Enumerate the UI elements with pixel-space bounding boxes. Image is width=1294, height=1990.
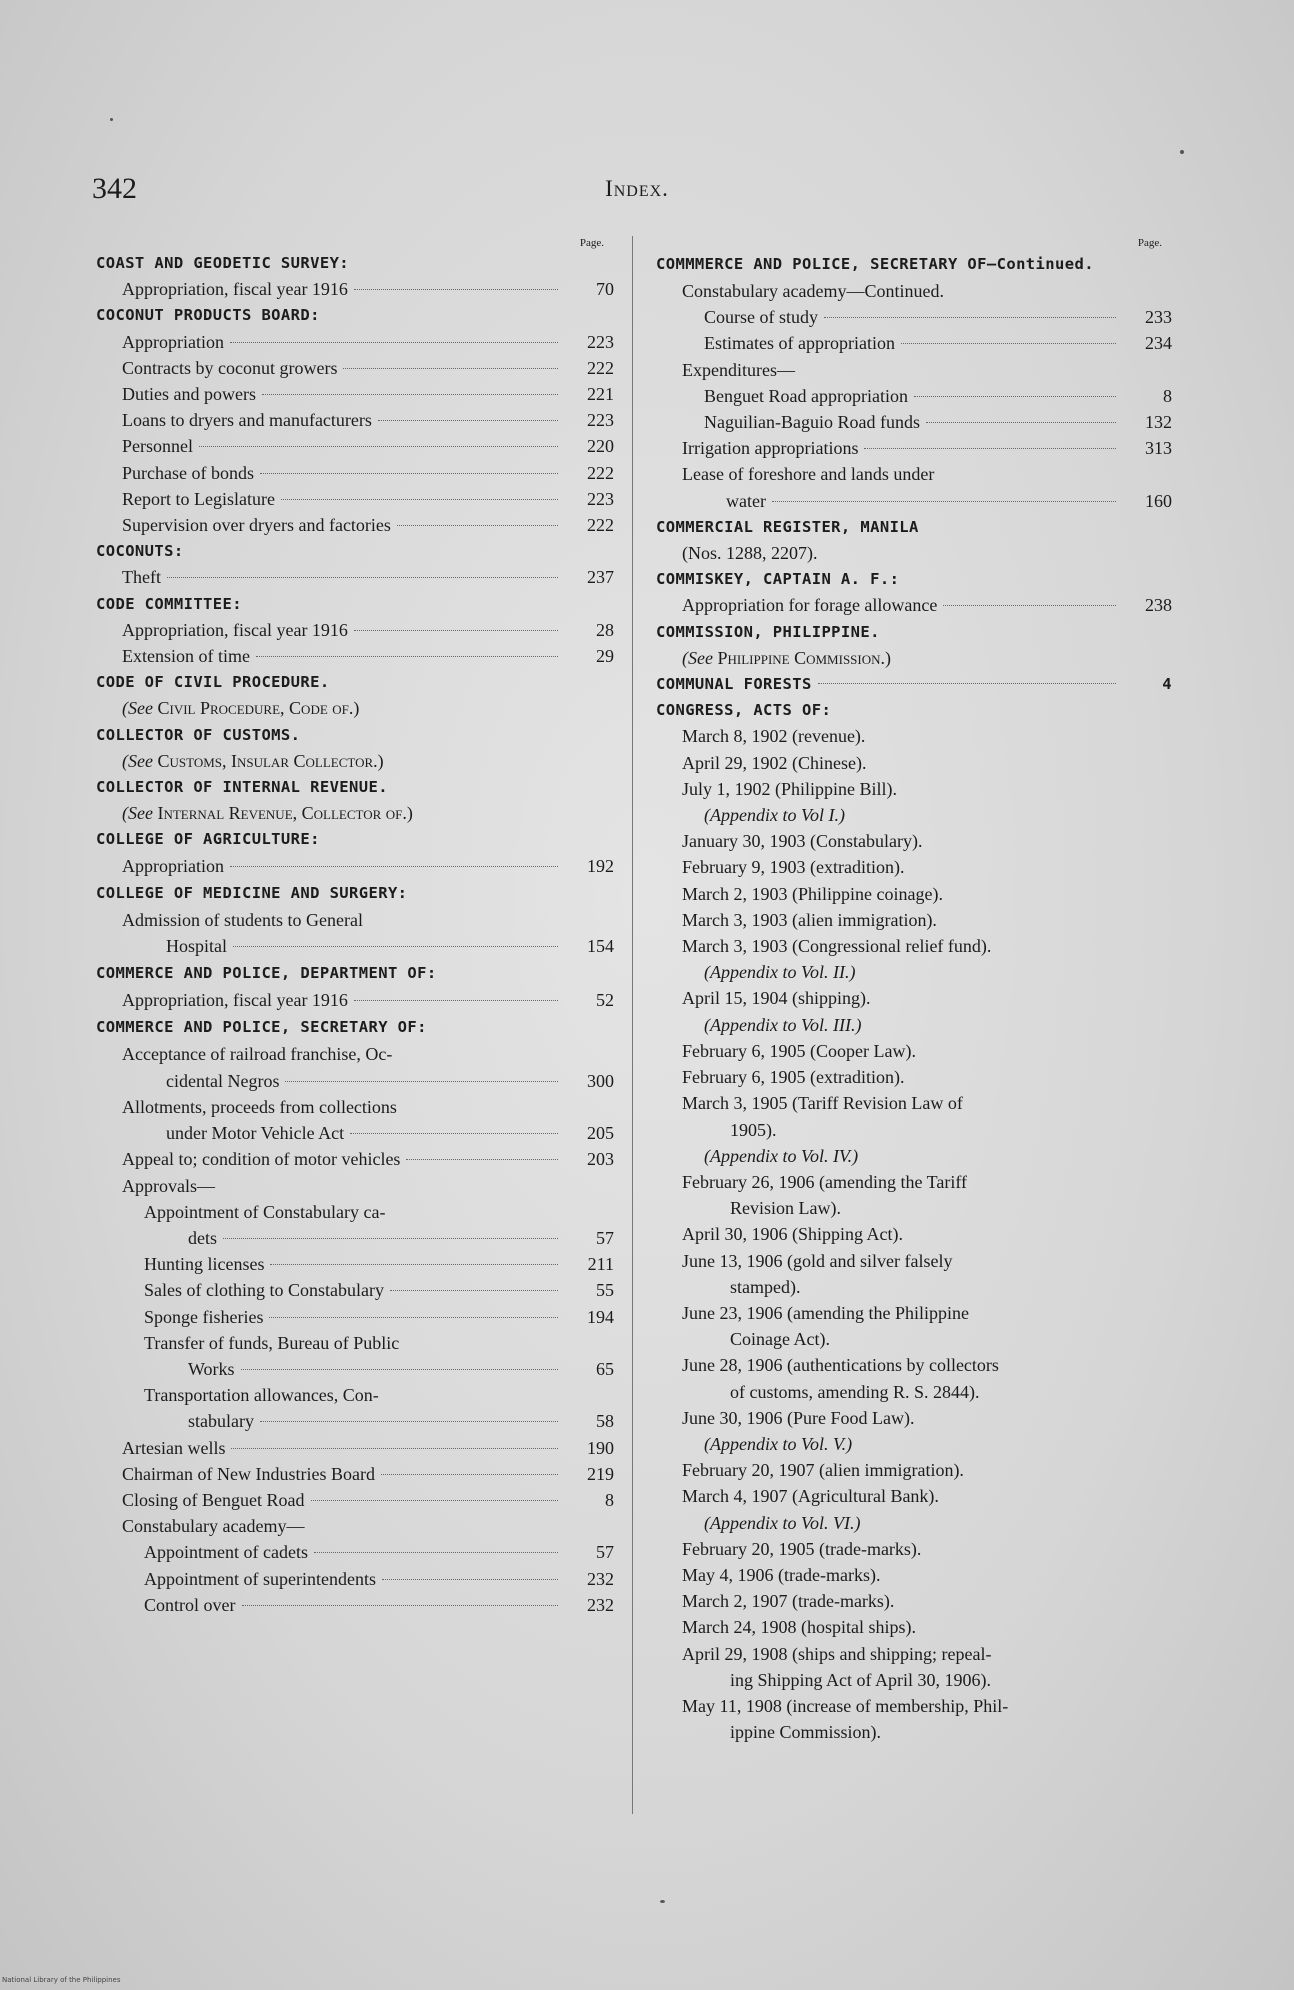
act-text: March 3, 1905 (Tariff Revision Law of bbox=[682, 1093, 963, 1114]
page-ref: 211 bbox=[587, 1254, 614, 1275]
index-heading: COLLEGE OF AGRICULTURE: bbox=[96, 830, 320, 849]
page-ref: 223 bbox=[587, 410, 614, 431]
index-entry bbox=[96, 276, 614, 302]
congress-act: February 6, 1905 (Cooper Law). bbox=[682, 1040, 916, 1061]
entry-text: Contracts by coconut growers bbox=[122, 357, 338, 378]
index-heading: COMMISKEY, CAPTAIN A. F.: bbox=[656, 570, 900, 589]
act-text: April 29, 1908 (ships and shipping; repeal- bbox=[682, 1643, 992, 1664]
entry-text: Appropriation, fiscal year 1916 bbox=[122, 990, 348, 1011]
dot-leader bbox=[199, 446, 558, 447]
page-ref: 192 bbox=[587, 855, 614, 876]
page-ref: 223 bbox=[587, 331, 614, 352]
index-entry bbox=[96, 1487, 614, 1513]
congress-act bbox=[656, 1693, 1172, 1745]
dot-leader bbox=[285, 1081, 558, 1082]
entry-text: dets bbox=[188, 1227, 217, 1248]
entry-text: Works bbox=[188, 1358, 235, 1379]
index-entry bbox=[96, 1146, 614, 1172]
index-heading: CONGRESS, ACTS OF: bbox=[656, 701, 832, 720]
see-word: See bbox=[128, 698, 153, 719]
index-entry bbox=[96, 564, 614, 590]
index-heading: COLLEGE OF MEDICINE AND SURGERY: bbox=[96, 883, 408, 902]
page-ref: 194 bbox=[587, 1306, 614, 1327]
congress-act: March 24, 1908 (hospital ships). bbox=[682, 1617, 916, 1638]
act-continuation: stamped). bbox=[730, 1276, 801, 1297]
dot-leader bbox=[818, 683, 1116, 684]
dot-leader bbox=[270, 1264, 558, 1265]
scan-footer-tag: National Library of the Philippines bbox=[2, 1976, 121, 1984]
appendix-reference: (Appendix to Vol. IV.) bbox=[704, 1145, 859, 1166]
entry-text: Theft bbox=[122, 567, 161, 588]
entry-text: Admission of students to General bbox=[122, 909, 363, 930]
act-continuation: Coinage Act). bbox=[730, 1329, 830, 1350]
index-heading: CODE OF CIVIL PROCEDURE. bbox=[96, 673, 330, 692]
index-entry bbox=[96, 1251, 614, 1277]
entry-text: Purchase of bonds bbox=[122, 462, 254, 483]
index-heading: COAST AND GEODETIC SURVEY: bbox=[96, 254, 350, 272]
see-reference: (See Civil Procedure, Code of.) bbox=[122, 698, 360, 719]
appendix-reference: (Appendix to Vol I.) bbox=[704, 805, 845, 826]
see-target: Civil Procedure, Code of.) bbox=[157, 698, 360, 719]
index-entry bbox=[96, 407, 614, 433]
dot-leader bbox=[281, 499, 558, 500]
page-ref: 238 bbox=[1145, 595, 1172, 616]
entry-continuation bbox=[96, 1120, 614, 1146]
page-ref: 222 bbox=[587, 462, 614, 483]
page-ref: 154 bbox=[587, 936, 614, 957]
index-heading: COMMISSION, PHILIPPINE. bbox=[656, 622, 880, 641]
congress-act: March 2, 1903 (Philippine coinage). bbox=[682, 883, 943, 904]
dot-leader bbox=[390, 1290, 558, 1291]
running-title: Index. bbox=[605, 176, 669, 201]
act-text: February 26, 1906 (amending the Tariff bbox=[682, 1171, 968, 1192]
page-ref: 160 bbox=[1145, 490, 1172, 511]
entry-text: Artesian wells bbox=[122, 1437, 226, 1458]
entry-text: Hospital bbox=[166, 936, 227, 957]
dot-leader bbox=[242, 1605, 559, 1606]
congress-act: January 30, 1903 (Constabulary). bbox=[682, 831, 923, 852]
index-entry bbox=[96, 987, 614, 1013]
dot-leader bbox=[256, 656, 558, 657]
index-entry bbox=[96, 1566, 614, 1592]
page-ref: 28 bbox=[596, 619, 614, 640]
congress-act: March 3, 1903 (Congressional relief fund). bbox=[682, 936, 992, 957]
page-ref: 221 bbox=[587, 384, 614, 405]
see-target: Philippine Commission.) bbox=[717, 647, 892, 668]
index-entry bbox=[656, 409, 1172, 435]
congress-act: July 1, 1902 (Philippine Bill). bbox=[682, 778, 898, 799]
entry-text: Duties and powers bbox=[122, 384, 256, 405]
page-ref: 132 bbox=[1145, 412, 1172, 433]
congress-act: March 8, 1902 (revenue). bbox=[682, 726, 866, 747]
index-entry bbox=[96, 1304, 614, 1330]
entry-text: Naguilian-Baguio Road funds bbox=[704, 412, 920, 433]
dot-leader bbox=[311, 1500, 559, 1501]
index-subheading: Expenditures— bbox=[682, 359, 795, 380]
dot-leader bbox=[262, 394, 558, 395]
entry-text: Hunting licenses bbox=[144, 1254, 265, 1275]
page-ref: 220 bbox=[587, 436, 614, 457]
page-ref: 190 bbox=[587, 1437, 614, 1458]
page-ref: 52 bbox=[596, 990, 614, 1011]
entry-text: Sales of clothing to Constabulary bbox=[144, 1280, 384, 1301]
act-continuation: of customs, amending R. S. 2844). bbox=[730, 1381, 980, 1402]
see-reference: (See Customs, Insular Collector.) bbox=[122, 750, 384, 771]
dot-leader bbox=[260, 1421, 558, 1422]
congress-act bbox=[656, 1300, 1172, 1352]
congress-act: February 9, 1903 (extradition). bbox=[682, 857, 905, 878]
index-column-left bbox=[96, 236, 614, 1618]
see-reference: (See Internal Revenue, Collector of.) bbox=[122, 803, 413, 824]
congress-act: February 20, 1905 (trade-marks). bbox=[682, 1538, 922, 1559]
page-ref: 222 bbox=[587, 357, 614, 378]
congress-act: February 20, 1907 (alien immigration). bbox=[682, 1460, 964, 1481]
page-ref: 203 bbox=[587, 1149, 614, 1170]
see-target: Internal Revenue, Collector of.) bbox=[157, 803, 413, 824]
entry-text: COMMUNAL FORESTS bbox=[656, 675, 812, 694]
running-head bbox=[92, 172, 1182, 212]
see-reference: (See Philippine Commission.) bbox=[682, 647, 892, 668]
page-ref: 300 bbox=[587, 1070, 614, 1091]
congress-act bbox=[656, 1169, 1172, 1221]
index-entry-wrapped bbox=[96, 1094, 614, 1146]
entry-text: Chairman of New Industries Board bbox=[122, 1463, 375, 1484]
index-entry bbox=[96, 1592, 614, 1618]
dot-leader bbox=[167, 577, 558, 578]
page-ref: 232 bbox=[587, 1568, 614, 1589]
entry-continuation bbox=[96, 1408, 614, 1434]
entry-text: Transfer of funds, Bureau of Public bbox=[144, 1332, 400, 1353]
entry-continuation bbox=[656, 488, 1172, 514]
entry-text: Control over bbox=[144, 1594, 236, 1615]
index-heading: COMMERCE AND POLICE, SECRETARY OF: bbox=[96, 1018, 427, 1037]
entry-text: Estimates of appropriation bbox=[704, 333, 895, 354]
dot-leader bbox=[230, 866, 558, 867]
entry-text: Personnel bbox=[122, 436, 193, 457]
dot-leader bbox=[343, 368, 558, 369]
index-entry bbox=[96, 381, 614, 407]
act-continuation: 1905). bbox=[730, 1119, 777, 1140]
index-entry bbox=[96, 1435, 614, 1461]
congress-act bbox=[656, 1641, 1172, 1693]
page-ref: 222 bbox=[587, 515, 614, 536]
index-entry bbox=[656, 383, 1172, 409]
index-entry-wrapped bbox=[656, 461, 1172, 513]
index-heading bbox=[656, 671, 1172, 697]
index-entry bbox=[656, 435, 1172, 461]
entry-text: Sponge fisheries bbox=[144, 1306, 264, 1327]
page-ref: 65 bbox=[596, 1358, 614, 1379]
dot-leader bbox=[406, 1159, 558, 1160]
entry-continuation bbox=[96, 1225, 614, 1251]
index-heading: COCONUT PRODUCTS BOARD: bbox=[96, 306, 320, 325]
dot-leader bbox=[382, 1579, 558, 1580]
entry-text: Benguet Road appropriation bbox=[704, 385, 908, 406]
index-column-right bbox=[656, 236, 1172, 1745]
entry-text: Supervision over dryers and factories bbox=[122, 515, 391, 536]
see-word: See bbox=[688, 647, 713, 668]
index-entry bbox=[96, 433, 614, 459]
entry-text: Acceptance of railroad franchise, Oc- bbox=[122, 1044, 393, 1065]
index-entry bbox=[96, 1539, 614, 1565]
index-entry bbox=[96, 643, 614, 669]
page-ref: 233 bbox=[1145, 307, 1172, 328]
entry-text: Irrigation appropriations bbox=[682, 438, 859, 459]
index-entry-wrapped bbox=[96, 1041, 614, 1093]
index-entry bbox=[96, 512, 614, 538]
scan-speck bbox=[660, 1900, 665, 1903]
dot-leader bbox=[824, 317, 1116, 318]
index-subheading: (Nos. 1288, 2207). bbox=[682, 543, 818, 564]
dot-leader bbox=[314, 1552, 558, 1553]
entry-text: water bbox=[726, 490, 766, 511]
entry-text: cidental Negros bbox=[166, 1070, 280, 1091]
page-ref: 8 bbox=[605, 1489, 614, 1510]
page-ref: 57 bbox=[596, 1542, 614, 1563]
dot-leader bbox=[233, 946, 558, 947]
index-entry bbox=[96, 486, 614, 512]
congress-act: April 30, 1906 (Shipping Act). bbox=[682, 1224, 903, 1245]
index-heading: COCONUTS: bbox=[96, 542, 184, 561]
index-entry bbox=[96, 1277, 614, 1303]
see-word: See bbox=[128, 750, 153, 771]
dot-leader bbox=[354, 630, 558, 631]
index-entry bbox=[656, 330, 1172, 356]
entry-text: Appropriation for forage allowance bbox=[682, 595, 938, 616]
congress-act: March 3, 1903 (alien immigration). bbox=[682, 909, 937, 930]
appendix-reference: (Appendix to Vol. III.) bbox=[704, 1014, 862, 1035]
entry-text: Closing of Benguet Road bbox=[122, 1489, 305, 1510]
congress-act bbox=[656, 1248, 1172, 1300]
entry-text: Appropriation bbox=[122, 331, 224, 352]
dot-leader bbox=[269, 1317, 558, 1318]
dot-leader bbox=[772, 501, 1116, 502]
page-number: 342 bbox=[92, 172, 137, 205]
entry-text: Allotments, proceeds from collections bbox=[122, 1096, 397, 1117]
entry-text: Course of study bbox=[704, 307, 818, 328]
congress-act: February 6, 1905 (extradition). bbox=[682, 1067, 905, 1088]
act-text: June 23, 1906 (amending the Philippine bbox=[682, 1302, 969, 1323]
page-column-label: Page. bbox=[579, 237, 604, 249]
dot-leader bbox=[260, 473, 558, 474]
index-heading: COLLECTOR OF INTERNAL REVENUE. bbox=[96, 778, 388, 797]
page-ref: 4 bbox=[1162, 675, 1172, 694]
dot-leader bbox=[230, 342, 558, 343]
page-ref: 58 bbox=[596, 1411, 614, 1432]
congress-act: April 15, 1904 (shipping). bbox=[682, 988, 871, 1009]
page-ref: 57 bbox=[596, 1227, 614, 1248]
index-subheading: Constabulary academy—Continued. bbox=[682, 281, 944, 301]
index-heading: COMMERCE AND POLICE, DEPARTMENT OF: bbox=[96, 964, 437, 983]
page-column-label: Page. bbox=[1137, 237, 1162, 249]
dot-leader bbox=[397, 525, 558, 526]
index-entry-wrapped bbox=[96, 1199, 614, 1251]
page-ref: 70 bbox=[596, 279, 614, 300]
dot-leader bbox=[350, 1133, 558, 1134]
entry-text: Appointment of Constabulary ca- bbox=[144, 1201, 386, 1222]
page-ref: 29 bbox=[596, 646, 614, 667]
entry-continuation bbox=[96, 1356, 614, 1382]
dot-leader bbox=[381, 1474, 558, 1475]
congress-act: April 29, 1902 (Chinese). bbox=[682, 752, 867, 773]
page-ref: 219 bbox=[587, 1463, 614, 1484]
index-entry bbox=[656, 304, 1172, 330]
page-ref: 205 bbox=[587, 1123, 614, 1144]
dot-leader bbox=[231, 1448, 558, 1449]
entry-text: Extension of time bbox=[122, 646, 250, 667]
column-divider bbox=[632, 236, 633, 1814]
appendix-reference: (Appendix to Vol. II.) bbox=[704, 962, 856, 983]
appendix-reference: (Appendix to Vol. V.) bbox=[704, 1433, 853, 1454]
page-ref: 55 bbox=[596, 1280, 614, 1301]
entry-continuation bbox=[96, 933, 614, 959]
see-target: Customs, Insular Collector.) bbox=[157, 750, 384, 771]
index-entry bbox=[96, 617, 614, 643]
congress-act: May 4, 1906 (trade-marks). bbox=[682, 1564, 881, 1585]
entry-text: under Motor Vehicle Act bbox=[166, 1123, 345, 1144]
entry-continuation bbox=[96, 1068, 614, 1094]
page-ref: 8 bbox=[1163, 385, 1172, 406]
dot-leader bbox=[378, 420, 558, 421]
entry-text: Appropriation, fiscal year 1916 bbox=[122, 279, 348, 300]
index-entry-wrapped bbox=[96, 1330, 614, 1382]
congress-act: June 30, 1906 (Pure Food Law). bbox=[682, 1407, 915, 1428]
page-ref: 223 bbox=[587, 488, 614, 509]
index-entry bbox=[96, 329, 614, 355]
entry-text: Transportation allowances, Con- bbox=[144, 1385, 379, 1406]
index-heading: COMMERCIAL REGISTER, MANILA bbox=[656, 517, 919, 536]
dot-leader bbox=[354, 1000, 558, 1001]
entry-text: Appointment of cadets bbox=[144, 1542, 308, 1563]
index-heading: COMMMERCE AND POLICE, SECRETARY OF—Continued. bbox=[656, 255, 1094, 273]
appendix-reference: (Appendix to Vol. VI.) bbox=[704, 1512, 861, 1533]
dot-leader bbox=[223, 1238, 558, 1239]
act-text: June 13, 1906 (gold and silver falsely bbox=[682, 1250, 953, 1271]
act-text: June 28, 1906 (authentications by collectors bbox=[682, 1355, 999, 1376]
entry-text: Appropriation, fiscal year 1916 bbox=[122, 619, 348, 640]
dot-leader bbox=[241, 1369, 558, 1370]
page-ref: 234 bbox=[1145, 333, 1172, 354]
congress-act: March 4, 1907 (Agricultural Bank). bbox=[682, 1486, 939, 1507]
index-heading: COLLECTOR OF CUSTOMS. bbox=[96, 725, 301, 744]
dot-leader bbox=[864, 448, 1116, 449]
congress-act bbox=[656, 1090, 1172, 1142]
entry-text: Lease of foreshore and lands under bbox=[682, 464, 935, 485]
act-continuation: ippine Commission). bbox=[730, 1722, 882, 1743]
act-text: May 11, 1908 (increase of membership, Phil- bbox=[682, 1695, 1009, 1716]
see-word: See bbox=[128, 803, 153, 824]
congress-act: March 2, 1907 (trade-marks). bbox=[682, 1591, 895, 1612]
index-entry bbox=[96, 853, 614, 879]
dot-leader bbox=[914, 396, 1116, 397]
congress-act bbox=[656, 1352, 1172, 1404]
index-entry bbox=[96, 1461, 614, 1487]
entry-text: Appropriation bbox=[122, 855, 224, 876]
index-subheading: Constabulary academy— bbox=[122, 1516, 305, 1537]
page-ref: 237 bbox=[587, 567, 614, 588]
entry-text: stabulary bbox=[188, 1411, 254, 1432]
scan-speck bbox=[1180, 150, 1184, 154]
index-entry bbox=[96, 460, 614, 486]
page-ref: 232 bbox=[587, 1594, 614, 1615]
act-continuation: ing Shipping Act of April 30, 1906). bbox=[730, 1669, 991, 1690]
index-entry bbox=[96, 355, 614, 381]
act-continuation: Revision Law). bbox=[730, 1198, 841, 1219]
dot-leader bbox=[901, 343, 1116, 344]
index-heading: CODE COMMITTEE: bbox=[96, 594, 242, 613]
index-entry bbox=[656, 592, 1172, 618]
dot-leader bbox=[943, 605, 1116, 606]
dot-leader bbox=[926, 422, 1116, 423]
index-entry-wrapped bbox=[96, 1382, 614, 1434]
entry-text: Appeal to; condition of motor vehicles bbox=[122, 1149, 401, 1170]
entry-text: Appointment of superintendents bbox=[144, 1568, 376, 1589]
scan-speck bbox=[110, 118, 113, 121]
index-entry-wrapped bbox=[96, 907, 614, 959]
entry-text: Loans to dryers and manufacturers bbox=[122, 410, 372, 431]
index-subheading: Approvals— bbox=[122, 1175, 215, 1196]
dot-leader bbox=[354, 289, 558, 290]
entry-text: Report to Legislature bbox=[122, 488, 275, 509]
page-ref: 313 bbox=[1145, 438, 1172, 459]
